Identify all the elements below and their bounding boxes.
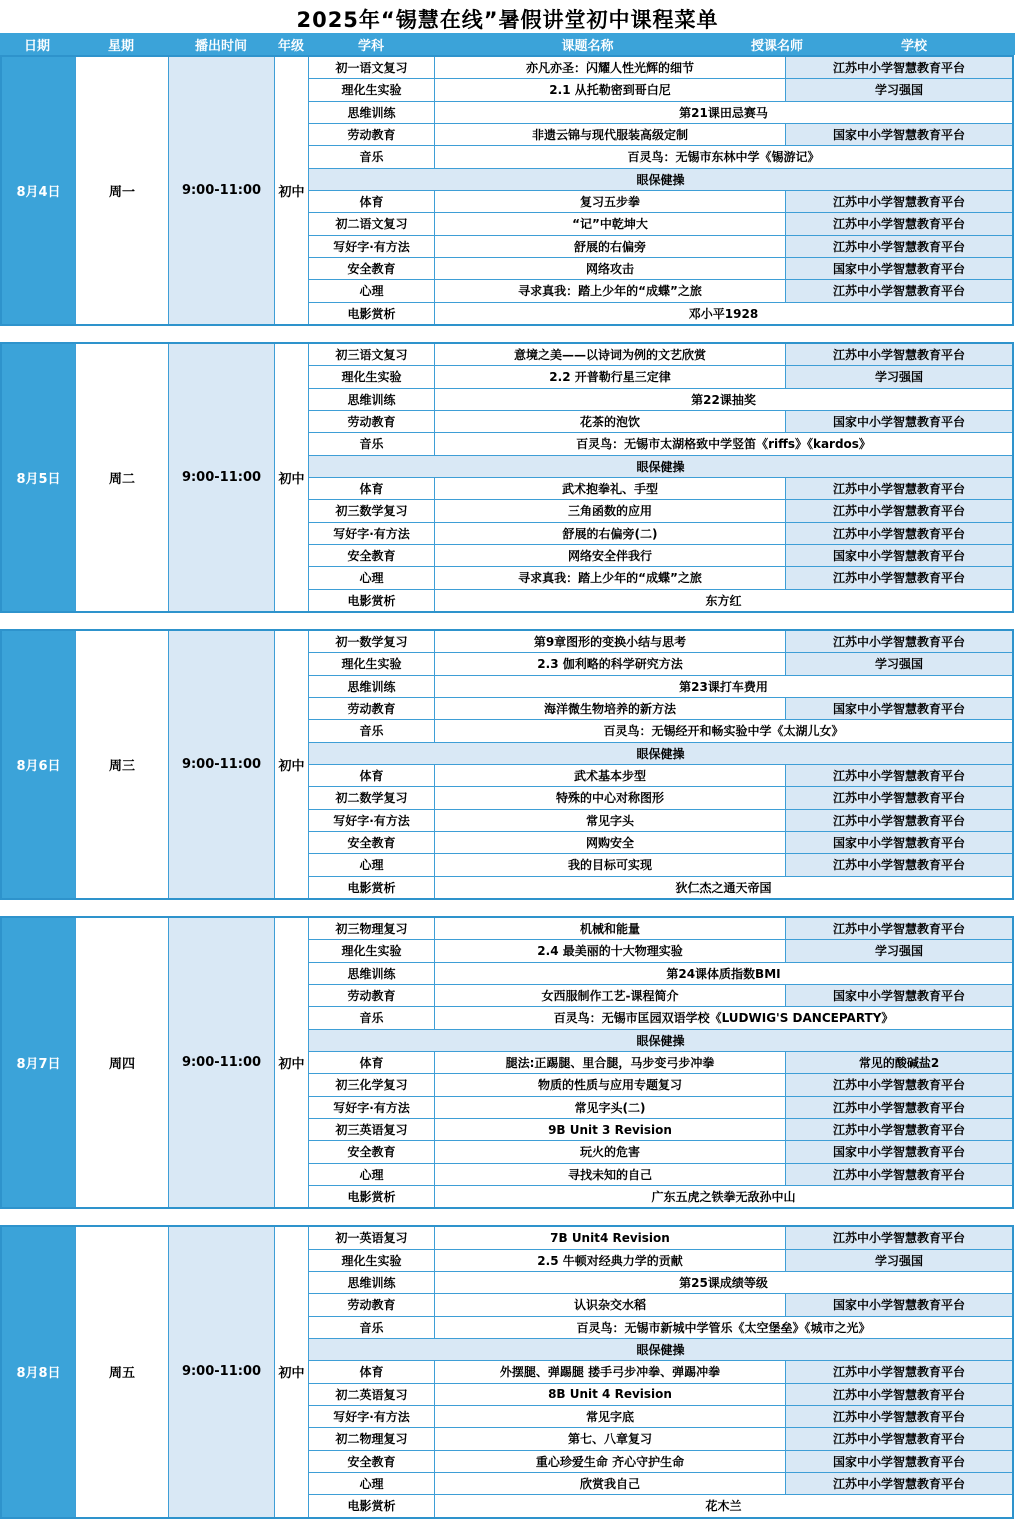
- platform-cell: 国家中小学智慧教育平台: [785, 258, 1012, 279]
- subject-cell: 思维训练: [309, 963, 435, 984]
- topic-cell: 机械和能量: [435, 918, 785, 939]
- schedule-row: [309, 985, 1012, 1007]
- topic-cell: 第21课田忌赛马: [435, 102, 1012, 123]
- subject-cell: 写好字·有方法: [309, 810, 435, 831]
- platform-cell: 国家中小学智慧教育平台: [785, 985, 1012, 1006]
- schedule-row: [309, 810, 1012, 832]
- platform-cell: 江苏中小学智慧教育平台: [785, 1227, 1012, 1248]
- platform-cell: 国家中小学智慧教育平台: [785, 411, 1012, 432]
- eye-exercise-cell: 眼保健操: [636, 1343, 685, 1358]
- subject-cell: 体育: [309, 1052, 435, 1073]
- platform-cell: 江苏中小学智慧教育平台: [785, 1119, 1012, 1140]
- schedule-row: [309, 1451, 1012, 1473]
- page-title: 2025年“锡慧在线”暑假讲堂初中课程菜单: [296, 8, 719, 32]
- subject-cell: 电影赏析: [309, 590, 435, 611]
- schedule-row: [309, 146, 1012, 168]
- subject-cell: 体育: [309, 765, 435, 786]
- schedule-row: [309, 676, 1012, 698]
- subject-cell: 劳动教育: [309, 698, 435, 719]
- topic-cell: 非遗云锦与现代服装高级定制: [435, 124, 785, 145]
- subject-cell: 初一语文复习: [309, 57, 435, 78]
- subject-cell: 思维训练: [309, 102, 435, 123]
- schedule-row: [309, 191, 1012, 213]
- schedule-row: [309, 1272, 1012, 1294]
- header-school: 学校: [900, 38, 927, 54]
- header-subject: 学科: [357, 38, 384, 54]
- schedule-row: [309, 940, 1012, 962]
- subject-cell: 初三英语复习: [309, 1119, 435, 1140]
- grade-cell: 初中: [275, 57, 309, 324]
- schedule-row: [309, 720, 1012, 742]
- schedule-row: [309, 1164, 1012, 1186]
- subject-cell: 初三化学复习: [309, 1074, 435, 1095]
- subject-cell: 写好字·有方法: [309, 1097, 435, 1118]
- topic-cell: 常见字头: [435, 810, 785, 831]
- topic-cell: 9B Unit 3 Revision: [435, 1119, 785, 1140]
- topic-cell: 寻求真我：踏上少年的“成蝶”之旅: [435, 567, 785, 588]
- eye-exercise-cell: 眼保健操: [636, 746, 685, 761]
- date-cell: 8月8日: [2, 1227, 76, 1516]
- topic-cell: 2.3 伽利略的科学研究方法: [435, 653, 785, 674]
- schedule-row: [309, 918, 1012, 940]
- eye-exercise-cell: 眼保健操: [636, 172, 685, 187]
- topic-cell: 舒展的右偏旁: [435, 236, 785, 257]
- subject-cell: 电影赏析: [309, 877, 435, 898]
- schedule-row: [309, 545, 1012, 567]
- topic-cell: 网络攻击: [435, 258, 785, 279]
- topic-cell: 寻求真我：踏上少年的“成蝶”之旅: [435, 280, 785, 301]
- subject-cell: 心理: [309, 567, 435, 588]
- platform-cell: 江苏中小学智慧教育平台: [785, 1074, 1012, 1095]
- schedule-row: [309, 303, 1012, 324]
- schedule-row: [309, 1074, 1012, 1096]
- subject-cell: 理化生实验: [309, 366, 435, 387]
- schedule-row: [309, 1317, 1012, 1339]
- topic-cell: 特殊的中心对称图形: [435, 787, 785, 808]
- subject-cell: 音乐: [309, 433, 435, 454]
- day-block: [0, 1225, 1014, 1518]
- subject-cell: 音乐: [309, 1317, 435, 1338]
- schedule-row: [309, 1250, 1012, 1272]
- subject-cell: 心理: [309, 1164, 435, 1185]
- schedule-row: [309, 1119, 1012, 1141]
- schedule-row: [309, 1361, 1012, 1383]
- rows: [309, 631, 1012, 898]
- topic-cell: 复习五步拳: [435, 191, 785, 212]
- platform-cell: 国家中小学智慧教育平台: [785, 124, 1012, 145]
- topic-cell: 广东五虎之铁拳无敌孙中山: [435, 1186, 1012, 1207]
- schedule-row: [309, 389, 1012, 411]
- platform-cell: 江苏中小学智慧教育平台: [785, 1164, 1012, 1185]
- platform-cell: 学习强国: [785, 653, 1012, 674]
- schedule-row: [309, 590, 1012, 611]
- rows: [309, 1227, 1012, 1516]
- schedule-row: [309, 567, 1012, 589]
- subject-cell: 写好字·有方法: [309, 1406, 435, 1427]
- subject-cell: 劳动教育: [309, 985, 435, 1006]
- schedule-row: [309, 1052, 1012, 1074]
- topic-cell: 7B Unit4 Revision: [435, 1227, 785, 1248]
- schedule-row: [309, 854, 1012, 876]
- platform-cell: 学习强国: [785, 940, 1012, 961]
- schedule-row: [309, 1495, 1012, 1516]
- subject-cell: 初二英语复习: [309, 1384, 435, 1405]
- schedule-row: [309, 258, 1012, 280]
- topic-cell: 第24课体质指数BMI: [435, 963, 1012, 984]
- platform-cell: 江苏中小学智慧教育平台: [785, 1428, 1012, 1449]
- platform-cell: 国家中小学智慧教育平台: [785, 1451, 1012, 1472]
- topic-cell: 2.1 从托勒密到哥白尼: [435, 79, 785, 100]
- rows: [309, 918, 1012, 1207]
- weekday-cell: 周四: [76, 918, 169, 1207]
- subject-cell: 理化生实验: [309, 653, 435, 674]
- topic-cell: 欣赏我自己: [435, 1473, 785, 1494]
- date-cell: 8月7日: [2, 918, 76, 1207]
- topic-cell: 8B Unit 4 Revision: [435, 1384, 785, 1405]
- time-cell: 9:00-11:00: [169, 631, 275, 898]
- platform-cell: 江苏中小学智慧教育平台: [785, 213, 1012, 234]
- schedule-row: [309, 1097, 1012, 1119]
- topic-cell: 第七、八章复习: [435, 1428, 785, 1449]
- topic-cell: 武术抱拳礼、手型: [435, 478, 785, 499]
- subject-cell: 思维训练: [309, 676, 435, 697]
- grade-cell: 初中: [275, 631, 309, 898]
- schedule-row: [309, 500, 1012, 522]
- topic-cell: 邓小平1928: [435, 303, 1012, 324]
- schedule-row: [309, 344, 1012, 366]
- subject-cell: 音乐: [309, 146, 435, 167]
- schedule-row: [309, 1141, 1012, 1163]
- eye-exercise-cell: 眼保健操: [636, 1033, 685, 1048]
- date-cell: 8月6日: [2, 631, 76, 898]
- schedule-row: [309, 877, 1012, 898]
- topic-cell: 亦凡亦圣：闪耀人性光辉的细节: [435, 57, 785, 78]
- date-cell: 8月4日: [2, 57, 76, 324]
- schedule-row: [309, 102, 1012, 124]
- weekday-cell: 周五: [76, 1227, 169, 1516]
- platform-cell: 江苏中小学智慧教育平台: [785, 344, 1012, 365]
- topic-cell: 网络安全伴我行: [435, 545, 785, 566]
- platform-cell: 江苏中小学智慧教育平台: [785, 1361, 1012, 1382]
- topic-cell: 2.4 最美丽的十大物理实验: [435, 940, 785, 961]
- day-block: [0, 342, 1014, 613]
- subject-cell: 劳动教育: [309, 1294, 435, 1315]
- subject-cell: 安全教育: [309, 258, 435, 279]
- time-cell: 9:00-11:00: [169, 918, 275, 1207]
- platform-cell: 国家中小学智慧教育平台: [785, 1141, 1012, 1162]
- subject-cell: 安全教育: [309, 1451, 435, 1472]
- schedule-row: [309, 1406, 1012, 1428]
- topic-cell: 第23课打车费用: [435, 676, 1012, 697]
- subject-cell: 电影赏析: [309, 1495, 435, 1516]
- platform-cell: 江苏中小学智慧教育平台: [785, 500, 1012, 521]
- schedule-row: [309, 787, 1012, 809]
- subject-cell: 初二物理复习: [309, 1428, 435, 1449]
- platform-cell: 江苏中小学智慧教育平台: [785, 567, 1012, 588]
- schedule-row: [309, 1428, 1012, 1450]
- platform-cell: 学习强国: [785, 366, 1012, 387]
- day-block: [0, 629, 1014, 900]
- platform-cell: 江苏中小学智慧教育平台: [785, 191, 1012, 212]
- schedule-row: [309, 169, 1012, 191]
- subject-cell: 写好字·有方法: [309, 236, 435, 257]
- table-header: [0, 33, 1015, 55]
- schedule-row: [309, 1227, 1012, 1249]
- schedule-row: [309, 1030, 1012, 1052]
- platform-cell: 江苏中小学智慧教育平台: [785, 1384, 1012, 1405]
- topic-cell: 第9章图形的变换小结与思考: [435, 631, 785, 652]
- subject-cell: 初二语文复习: [309, 213, 435, 234]
- subject-cell: 电影赏析: [309, 303, 435, 324]
- platform-cell: 江苏中小学智慧教育平台: [785, 280, 1012, 301]
- date-cell: 8月5日: [2, 344, 76, 611]
- schedule-row: [309, 213, 1012, 235]
- schedule-row: [309, 79, 1012, 101]
- header-topic: 课题名称: [561, 38, 614, 54]
- schedule-row: [309, 1294, 1012, 1316]
- platform-cell: 江苏中小学智慧教育平台: [785, 478, 1012, 499]
- platform-cell: 国家中小学智慧教育平台: [785, 545, 1012, 566]
- platform-cell: 江苏中小学智慧教育平台: [785, 1406, 1012, 1427]
- schedule-row: [309, 366, 1012, 388]
- subject-cell: 电影赏析: [309, 1186, 435, 1207]
- platform-cell: 国家中小学智慧教育平台: [785, 1294, 1012, 1315]
- schedule-row: [309, 411, 1012, 433]
- time-cell: 9:00-11:00: [169, 1227, 275, 1516]
- topic-cell: 第22课抽奖: [435, 389, 1012, 410]
- schedule-row: [309, 653, 1012, 675]
- topic-cell: 腿法:正踢腿、里合腿，马步变弓步冲拳: [435, 1052, 785, 1073]
- platform-cell: 江苏中小学智慧教育平台: [785, 787, 1012, 808]
- topic-cell: 第25课成绩等级: [435, 1272, 1012, 1293]
- subject-cell: 体育: [309, 1361, 435, 1382]
- topic-cell: “记”中乾坤大: [435, 213, 785, 234]
- schedule-row: [309, 1473, 1012, 1495]
- schedule-row: [309, 631, 1012, 653]
- subject-cell: 理化生实验: [309, 940, 435, 961]
- subject-cell: 心理: [309, 280, 435, 301]
- day-block: [0, 55, 1014, 326]
- header-teacher: 授课名师: [750, 38, 803, 54]
- subject-cell: 安全教育: [309, 1141, 435, 1162]
- subject-cell: 思维训练: [309, 1272, 435, 1293]
- topic-cell: 花茶的泡饮: [435, 411, 785, 432]
- subject-cell: 心理: [309, 854, 435, 875]
- weekday-cell: 周一: [76, 57, 169, 324]
- time-cell: 9:00-11:00: [169, 344, 275, 611]
- subject-cell: 初一数学复习: [309, 631, 435, 652]
- subject-cell: 思维训练: [309, 389, 435, 410]
- platform-cell: 国家中小学智慧教育平台: [785, 698, 1012, 719]
- topic-cell: 百灵鸟：无锡市东林中学《锡游记》: [435, 146, 1012, 167]
- platform-cell: 学习强国: [785, 79, 1012, 100]
- platform-cell: 江苏中小学智慧教育平台: [785, 1097, 1012, 1118]
- topic-cell: 武术基本步型: [435, 765, 785, 786]
- topic-cell: 舒展的右偏旁(二): [435, 523, 785, 544]
- platform-cell: 江苏中小学智慧教育平台: [785, 1473, 1012, 1494]
- subject-cell: 理化生实验: [309, 1250, 435, 1271]
- schedule-row: [309, 57, 1012, 79]
- header-grade: 年级: [277, 38, 304, 54]
- schedule-row: [309, 280, 1012, 302]
- subject-cell: 音乐: [309, 720, 435, 741]
- platform-cell: 江苏中小学智慧教育平台: [785, 236, 1012, 257]
- platform-cell: 常见的酸碱盐2: [785, 1052, 1012, 1073]
- topic-cell: 物质的性质与应用专题复习: [435, 1074, 785, 1095]
- topic-cell: 外摆腿、弹踢腿 搂手弓步冲拳、弹踢冲拳: [435, 1361, 785, 1382]
- subject-cell: 安全教育: [309, 545, 435, 566]
- schedule-row: [309, 1339, 1012, 1361]
- topic-cell: 寻找未知的自己: [435, 1164, 785, 1185]
- topic-cell: 百灵鸟：无锡经开和畅实验中学《太湖儿女》: [435, 720, 1012, 741]
- eye-exercise-cell: 眼保健操: [636, 459, 685, 474]
- platform-cell: 江苏中小学智慧教育平台: [785, 523, 1012, 544]
- topic-cell: 海洋微生物培养的新方法: [435, 698, 785, 719]
- schedule-blocks: [0, 55, 1015, 1519]
- schedule-row: [309, 236, 1012, 258]
- topic-cell: 女西服制作工艺-课程简介: [435, 985, 785, 1006]
- topic-cell: 百灵鸟：无锡市匡园双语学校《LUDWIG'S DANCEPARTY》: [435, 1007, 1012, 1028]
- platform-cell: 江苏中小学智慧教育平台: [785, 918, 1012, 939]
- schedule-row: [309, 124, 1012, 146]
- topic-cell: 2.5 牛顿对经典力学的贡献: [435, 1250, 785, 1271]
- schedule-row: [309, 1384, 1012, 1406]
- subject-cell: 理化生实验: [309, 79, 435, 100]
- time-cell: 9:00-11:00: [169, 57, 275, 324]
- header-time: 播出时间: [194, 38, 247, 54]
- topic-cell: 网购安全: [435, 832, 785, 853]
- platform-cell: 国家中小学智慧教育平台: [785, 832, 1012, 853]
- topic-cell: 我的目标可实现: [435, 854, 785, 875]
- platform-cell: 江苏中小学智慧教育平台: [785, 810, 1012, 831]
- subject-cell: 体育: [309, 478, 435, 499]
- weekday-cell: 周二: [76, 344, 169, 611]
- schedule-row: [309, 456, 1012, 478]
- schedule-row: [309, 523, 1012, 545]
- schedule-row: [309, 1007, 1012, 1029]
- subject-cell: 写好字·有方法: [309, 523, 435, 544]
- topic-cell: 意境之美——以诗词为例的文艺欣赏: [435, 344, 785, 365]
- platform-cell: 学习强国: [785, 1250, 1012, 1271]
- schedule-row: [309, 743, 1012, 765]
- topic-cell: 常见字头(二): [435, 1097, 785, 1118]
- subject-cell: 初三物理复习: [309, 918, 435, 939]
- subject-cell: 劳动教育: [309, 124, 435, 145]
- subject-cell: 心理: [309, 1473, 435, 1494]
- schedule-row: [309, 832, 1012, 854]
- grade-cell: 初中: [275, 918, 309, 1207]
- platform-cell: 江苏中小学智慧教育平台: [785, 57, 1012, 78]
- topic-cell: 玩火的危害: [435, 1141, 785, 1162]
- schedule-row: [309, 698, 1012, 720]
- weekday-cell: 周三: [76, 631, 169, 898]
- platform-cell: 江苏中小学智慧教育平台: [785, 765, 1012, 786]
- topic-cell: 百灵鸟：无锡市新城中学管乐《太空堡垒》《城市之光》: [435, 1317, 1012, 1338]
- subject-cell: 安全教育: [309, 832, 435, 853]
- rows: [309, 344, 1012, 611]
- subject-cell: 初三语文复习: [309, 344, 435, 365]
- day-block: [0, 916, 1014, 1209]
- schedule-row: [309, 433, 1012, 455]
- schedule-row: [309, 963, 1012, 985]
- subject-cell: 体育: [309, 191, 435, 212]
- subject-cell: 劳动教育: [309, 411, 435, 432]
- subject-cell: 初三数学复习: [309, 500, 435, 521]
- topic-cell: 花木兰: [435, 1495, 1012, 1516]
- topic-cell: 重心珍爱生命 齐心守护生命: [435, 1451, 785, 1472]
- topic-cell: 东方红: [435, 590, 1012, 611]
- grade-cell: 初中: [275, 1227, 309, 1516]
- topic-cell: 2.2 开普勒行星三定律: [435, 366, 785, 387]
- topic-cell: 认识杂交水稻: [435, 1294, 785, 1315]
- schedule-row: [309, 478, 1012, 500]
- schedule-row: [309, 765, 1012, 787]
- subject-cell: 初一英语复习: [309, 1227, 435, 1248]
- topic-cell: 百灵鸟：无锡市太湖格致中学竖笛《riffs》《kardos》: [435, 433, 1012, 454]
- subject-cell: 音乐: [309, 1007, 435, 1028]
- topic-cell: 三角函数的应用: [435, 500, 785, 521]
- topic-cell: 狄仁杰之通天帝国: [435, 877, 1012, 898]
- platform-cell: 江苏中小学智慧教育平台: [785, 631, 1012, 652]
- rows: [309, 57, 1012, 324]
- topic-cell: 常见字底: [435, 1406, 785, 1427]
- header-weekday: 星期: [107, 38, 134, 54]
- header-date: 日期: [23, 38, 50, 54]
- platform-cell: 江苏中小学智慧教育平台: [785, 854, 1012, 875]
- grade-cell: 初中: [275, 344, 309, 611]
- subject-cell: 初二数学复习: [309, 787, 435, 808]
- schedule-row: [309, 1186, 1012, 1207]
